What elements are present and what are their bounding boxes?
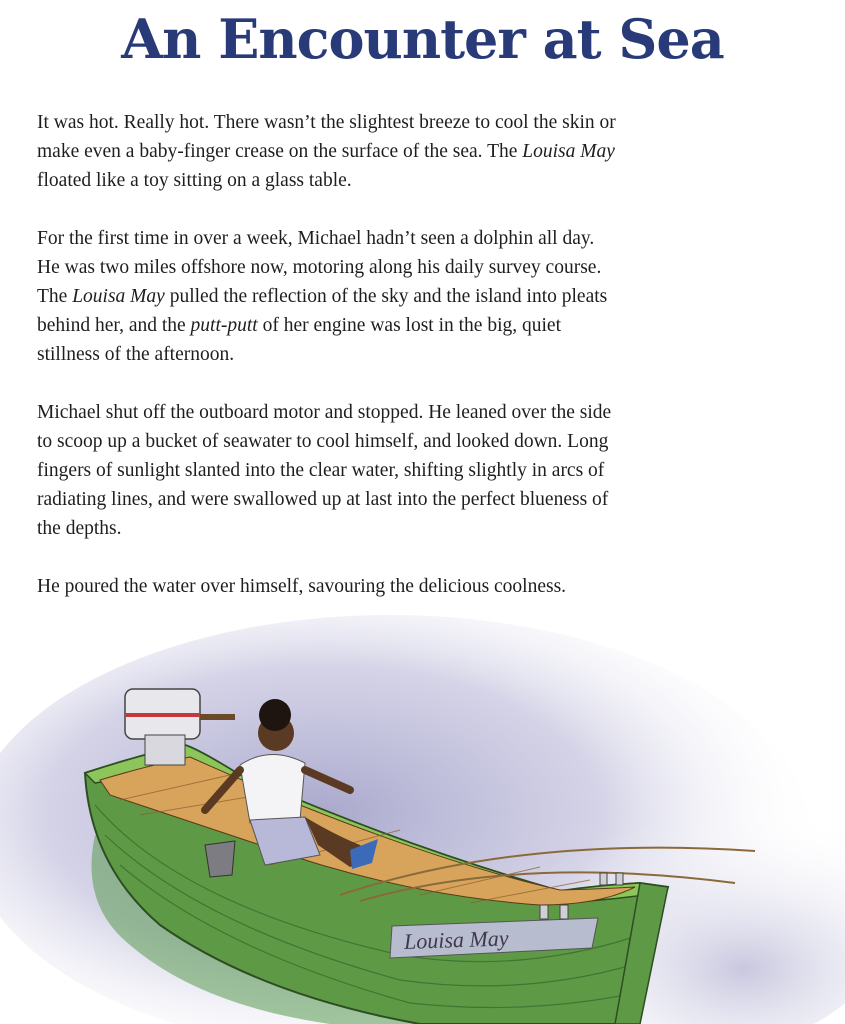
text-line: It was hot. Really hot. There wasn’t the slightest breeze to cool the skin or [37,112,616,133]
story-text [37,108,797,630]
text-line: The Louisa May pulled the reflection of the sky and the island into pleats [37,286,608,307]
text-line: make even a baby-finger crease on the surface of the sea. The Louisa May [37,141,615,162]
text-line: behind her, and the putt-putt of her engine was lost in the big, quiet [37,315,561,336]
text-line: For the first time in over a week, Michael hadn’t seen a dolphin all day. [37,228,595,249]
text-line: floated like a toy sitting on a glass table. [37,170,352,191]
italic-text: putt-putt [190,315,258,336]
italic-text: Louisa May [522,141,615,162]
story-paragraph [37,108,797,195]
page-title: An Encounter at Sea [121,7,724,71]
text-line: He poured the water over himself, savouring the delicious coolness. [37,576,567,597]
text-line: Michael shut off the outboard motor and stopped. He leaned over the side [37,402,612,423]
story-paragraph [37,224,797,369]
text-line: to scoop up a bucket of seawater to cool himself, and looked down. Long [37,431,609,452]
story-paragraph [37,398,797,543]
text-line: stillness of the afternoon. [37,344,235,365]
story-paragraph [37,572,797,601]
italic-text: Louisa May [72,286,165,307]
boat-illustration [0,605,845,1024]
text-line: the depths. [37,518,122,539]
svg-text:Louisa May: Louisa May [403,925,509,954]
text-line: fingers of sunlight slanted into the clear water, shifting slightly in arcs of [37,460,605,481]
text-line: radiating lines, and were swallowed up at last into the perfect blueness of [37,489,609,510]
text-line: He was two miles offshore now, motoring along his daily survey course. [37,257,602,278]
